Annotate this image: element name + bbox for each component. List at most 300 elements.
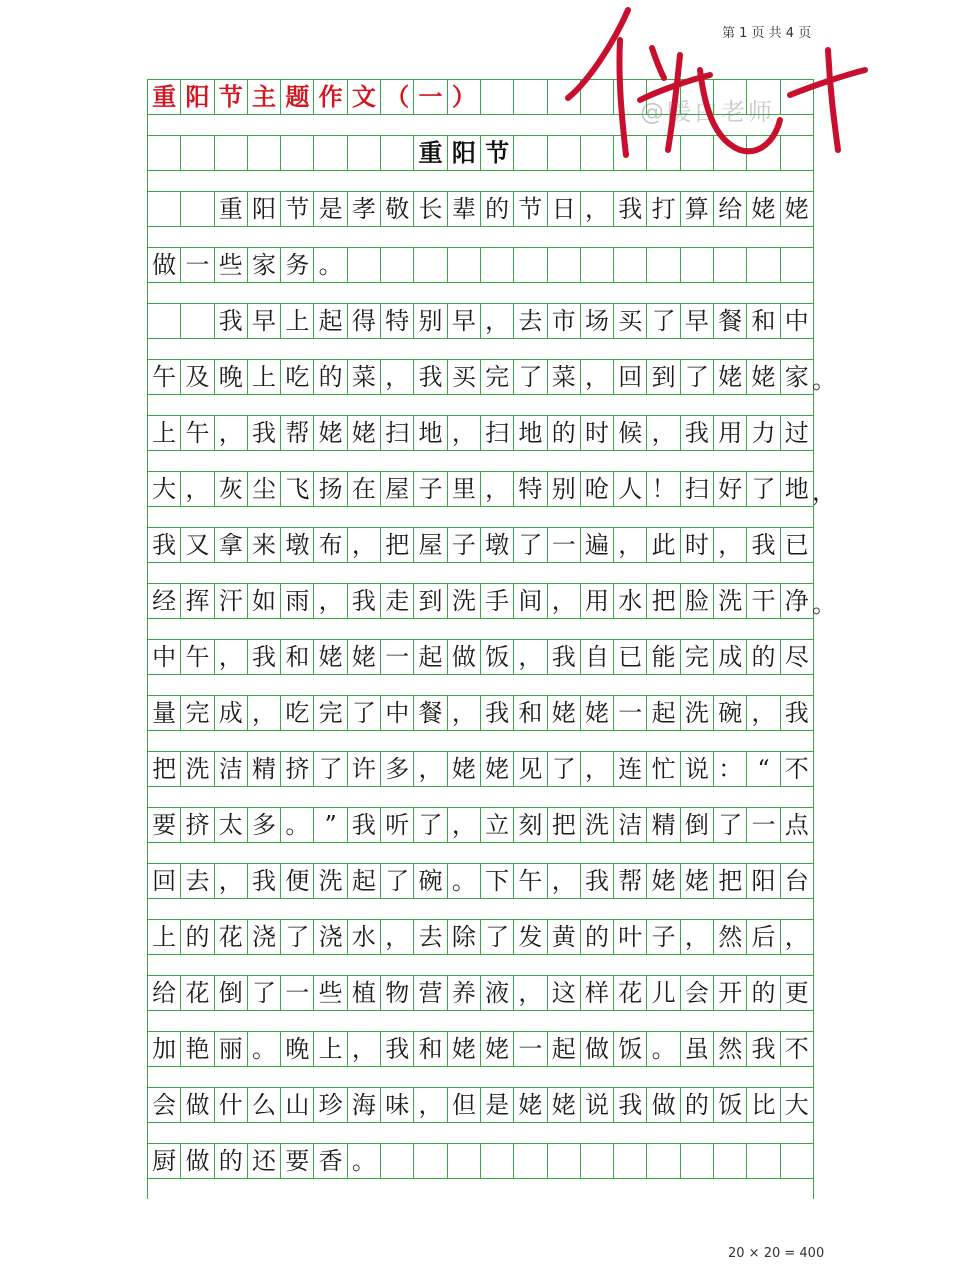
grid-cell: 节 <box>481 136 514 170</box>
grid-cell: 姥 <box>747 192 780 226</box>
grid-cell: 又 <box>181 528 214 562</box>
grid-cell <box>181 304 214 338</box>
grid-cell: 把 <box>548 808 581 842</box>
grid-cell: 山 <box>281 1088 314 1122</box>
grid-cell: 了 <box>747 472 780 506</box>
grid-cell: 台 <box>781 864 814 898</box>
grid-cell: ， <box>647 416 680 450</box>
grid-cell: 场 <box>581 304 614 338</box>
grid-cell: 买 <box>448 360 481 394</box>
grid-cell <box>348 248 381 282</box>
grid-cell: ， <box>614 528 647 562</box>
grid-cell: 特 <box>381 304 414 338</box>
grid-cell: 家 <box>248 248 281 282</box>
grid-cell: 把 <box>647 584 680 618</box>
grid-cell: 早 <box>681 304 714 338</box>
grid-cell: 把 <box>714 864 747 898</box>
grid-cell: 刻 <box>514 808 547 842</box>
grid-cell <box>514 248 547 282</box>
row-gap <box>147 171 814 191</box>
grid-cell: 姥 <box>581 696 614 730</box>
grid-cell: 挤 <box>281 752 314 786</box>
grid-cell: 了 <box>647 304 680 338</box>
text-row <box>147 1143 814 1179</box>
grid-cell <box>348 136 381 170</box>
grid-cell: ， <box>781 920 814 954</box>
grid-cell: 间 <box>514 584 547 618</box>
grid-cell: 我 <box>381 1032 414 1066</box>
grid-cell: 阳 <box>747 864 780 898</box>
grid-cell: 姥 <box>448 752 481 786</box>
grid-cell: ， <box>414 752 447 786</box>
grid-cell <box>681 1144 714 1178</box>
grid-cell: 味 <box>381 1088 414 1122</box>
grid-cell: 这 <box>548 976 581 1010</box>
grid-cell: 算 <box>681 192 714 226</box>
grid-cell: 自 <box>581 640 614 674</box>
grid-cell: 大 <box>781 1088 814 1122</box>
grid-cell: 液 <box>481 976 514 1010</box>
grid-cell: 姥 <box>481 752 514 786</box>
grid-cell <box>448 1144 481 1178</box>
grade-mark-handwritten <box>560 0 880 170</box>
row-gap <box>147 1179 814 1199</box>
grid-cell: 了 <box>281 920 314 954</box>
grid-cell: 晚 <box>215 360 248 394</box>
grid-cell: 到 <box>414 584 447 618</box>
row-gap <box>147 1067 814 1087</box>
grid-cell: 倒 <box>681 808 714 842</box>
grid-cell: 艳 <box>181 1032 214 1066</box>
grid-cell: ： <box>714 752 747 786</box>
grid-cell: 要 <box>281 1144 314 1178</box>
grid-cell: 水 <box>614 584 647 618</box>
grid-cell: 时 <box>581 416 614 450</box>
grid-cell: ， <box>215 864 248 898</box>
grid-cell: 和 <box>514 696 547 730</box>
grid-cell: 净 <box>781 584 814 618</box>
grid-cell: 到 <box>647 360 680 394</box>
grid-cell: 后 <box>747 920 780 954</box>
grid-cell: 我 <box>348 808 381 842</box>
grid-cell: 重 <box>215 192 248 226</box>
grid-cell: 开 <box>714 976 747 1010</box>
grid-cell: 阳 <box>248 192 281 226</box>
grid-cell: 说 <box>681 752 714 786</box>
grid-cell: 文 <box>348 80 381 114</box>
grid-cell: 及 <box>181 360 214 394</box>
grid-cell: 我 <box>681 416 714 450</box>
grid-cell: 中 <box>781 304 814 338</box>
grid-cell: 如 <box>248 584 281 618</box>
grid-cell <box>747 248 780 282</box>
grid-cell: 见 <box>514 752 547 786</box>
grid-cell: 做 <box>581 1032 614 1066</box>
grid-cell: 是 <box>481 1088 514 1122</box>
grid-cell: 姥 <box>548 1088 581 1122</box>
grid-cell: 香 <box>314 1144 347 1178</box>
grid-cell: 。 <box>281 808 314 842</box>
text-row <box>147 359 836 395</box>
grid-cell: 虽 <box>681 1032 714 1066</box>
grid-cell: 孝 <box>348 192 381 226</box>
grid-cell: 节 <box>281 192 314 226</box>
grid-cell: 走 <box>381 584 414 618</box>
row-gap <box>147 1123 814 1143</box>
grid-cell: 我 <box>215 304 248 338</box>
grid-cell: 样 <box>581 976 614 1010</box>
grid-cell: 汗 <box>215 584 248 618</box>
grid-cell: 题 <box>281 80 314 114</box>
grid-cell: 菜 <box>348 360 381 394</box>
grid-cell: 脸 <box>681 584 714 618</box>
grid-cell: 干 <box>747 584 780 618</box>
grid-cell: ， <box>348 528 381 562</box>
grid-cell: 姥 <box>781 192 814 226</box>
grid-cell: 把 <box>381 528 414 562</box>
grid-cell <box>248 136 281 170</box>
grid-cell: 饭 <box>714 1088 747 1122</box>
grid-cell: 我 <box>581 864 614 898</box>
grid-cell: 我 <box>248 640 281 674</box>
grid-cell: 灰 <box>215 472 248 506</box>
grid-cell: 连 <box>614 752 647 786</box>
grid-cell: 精 <box>248 752 281 786</box>
grid-cell: 些 <box>215 248 248 282</box>
text-row <box>147 807 814 843</box>
grid-cell: 帮 <box>281 416 314 450</box>
grid-cell: 物 <box>381 976 414 1010</box>
grid-cell: 什 <box>215 1088 248 1122</box>
grid-cell: 量 <box>148 696 181 730</box>
row-gap <box>147 899 814 919</box>
grid-cell: 太 <box>215 808 248 842</box>
grid-cell: 手 <box>481 584 514 618</box>
grid-cell: 得 <box>348 304 381 338</box>
overflow-punctuation: 。 <box>812 589 836 618</box>
grid-cell: ， <box>381 920 414 954</box>
grid-cell: 别 <box>548 472 581 506</box>
grid-cell: ， <box>481 304 514 338</box>
grid-cell: 午 <box>514 864 547 898</box>
grid-cell: 花 <box>215 920 248 954</box>
grid-cell: 一 <box>548 528 581 562</box>
grid-cell: 我 <box>348 584 381 618</box>
grid-cell: 菜 <box>548 360 581 394</box>
grid-cell: ， <box>481 472 514 506</box>
grid-cell: 。 <box>448 864 481 898</box>
grid-cell: 作 <box>314 80 347 114</box>
grid-cell: 我 <box>747 528 780 562</box>
grid-cell: 阳 <box>181 80 214 114</box>
grid-cell: 一 <box>747 808 780 842</box>
grid-cell: 立 <box>481 808 514 842</box>
grid-cell: 给 <box>148 976 181 1010</box>
grid-cell: 姥 <box>647 864 680 898</box>
grid-cell: 能 <box>647 640 680 674</box>
grid-cell: 。 <box>647 1032 680 1066</box>
grid-cell: 洗 <box>581 808 614 842</box>
grid-cell: 会 <box>148 1088 181 1122</box>
row-gap <box>147 451 814 471</box>
grid-cell: ， <box>714 528 747 562</box>
row-gap <box>147 787 814 807</box>
grid-cell: 加 <box>148 1032 181 1066</box>
grid-cell: 来 <box>248 528 281 562</box>
row-gap <box>147 955 814 975</box>
grid-cell: 然 <box>714 1032 747 1066</box>
row-gap <box>147 731 814 751</box>
grid-cell: 姥 <box>314 640 347 674</box>
grid-cell: 些 <box>314 976 347 1010</box>
grid-cell: 洗 <box>314 864 347 898</box>
text-row <box>147 863 814 899</box>
grid-cell: 拿 <box>215 528 248 562</box>
grid-cell: 扫 <box>681 472 714 506</box>
grid-cell: 和 <box>747 304 780 338</box>
grid-cell: 遍 <box>581 528 614 562</box>
grid-cell: 姥 <box>747 360 780 394</box>
grid-cell: 上 <box>314 1032 347 1066</box>
row-gap <box>147 339 814 359</box>
grid-cell: 上 <box>148 416 181 450</box>
grid-cell: ！ <box>647 472 680 506</box>
grid-cell: 屋 <box>414 528 447 562</box>
grid-cell: 的 <box>314 360 347 394</box>
grid-cell <box>281 136 314 170</box>
grid-cell: 经 <box>148 584 181 618</box>
grid-cell: 的 <box>481 192 514 226</box>
grid-cell: ， <box>581 752 614 786</box>
grid-cell: 我 <box>781 696 814 730</box>
grid-cell: ， <box>448 416 481 450</box>
grid-cell: 日 <box>548 192 581 226</box>
grid-cell: 做 <box>647 1088 680 1122</box>
grid-cell: 姥 <box>548 696 581 730</box>
grid-cell: 的 <box>581 920 614 954</box>
grid-cell: 我 <box>148 528 181 562</box>
grid-cell: 大 <box>148 472 181 506</box>
grid-cell: 午 <box>181 416 214 450</box>
grid-cell: 特 <box>514 472 547 506</box>
grid-cell: 珍 <box>314 1088 347 1122</box>
grid-cell: 儿 <box>647 976 680 1010</box>
watermark: @暖白老师 <box>640 98 775 126</box>
grid-cell: 了 <box>514 360 547 394</box>
grid-cell: 会 <box>681 976 714 1010</box>
grid-cell: 然 <box>714 920 747 954</box>
text-row <box>147 639 814 675</box>
grid-cell: 吃 <box>281 696 314 730</box>
grid-cell: 多 <box>248 808 281 842</box>
grid-cell: ， <box>448 808 481 842</box>
grid-cell: 营 <box>414 976 447 1010</box>
grid-cell: 是 <box>314 192 347 226</box>
grid-cell: 养 <box>448 976 481 1010</box>
grid-cell: （ <box>381 80 414 114</box>
text-row <box>147 415 814 451</box>
grid-cell: 屋 <box>381 472 414 506</box>
grid-cell: 吃 <box>281 360 314 394</box>
text-row <box>147 191 814 227</box>
grid-cell: 洗 <box>714 584 747 618</box>
grid-cell: 中 <box>148 640 181 674</box>
grid-cell: ， <box>381 360 414 394</box>
grid-cell: 和 <box>414 1032 447 1066</box>
grid-cell: 挥 <box>181 584 214 618</box>
grid-cell: 回 <box>614 360 647 394</box>
word-count: 20 × 20 = 400 <box>728 1246 825 1261</box>
grid-cell: 不 <box>781 752 814 786</box>
grid-cell: 的 <box>747 976 780 1010</box>
grid-cell: 成 <box>215 696 248 730</box>
grid-cell: 的 <box>681 1088 714 1122</box>
grid-cell <box>548 248 581 282</box>
grid-cell: ， <box>581 192 614 226</box>
grid-cell: 我 <box>414 360 447 394</box>
grid-cell: 我 <box>248 864 281 898</box>
grid-cell: 墩 <box>281 528 314 562</box>
grid-cell: 植 <box>348 976 381 1010</box>
grid-cell: 别 <box>414 304 447 338</box>
grid-cell: 的 <box>548 416 581 450</box>
grid-cell <box>647 1144 680 1178</box>
grid-cell: 了 <box>481 920 514 954</box>
grid-cell <box>514 136 547 170</box>
grid-cell: 敬 <box>381 192 414 226</box>
grid-cell: 餐 <box>714 304 747 338</box>
grid-cell: ， <box>681 920 714 954</box>
text-row <box>147 303 814 339</box>
grid-cell: 水 <box>348 920 381 954</box>
grid-cell <box>581 248 614 282</box>
grid-cell: 子 <box>414 472 447 506</box>
grid-cell: 一 <box>181 248 214 282</box>
grid-cell: 去 <box>181 864 214 898</box>
grid-cell <box>714 1144 747 1178</box>
grid-cell: 洁 <box>215 752 248 786</box>
grid-cell: 但 <box>448 1088 481 1122</box>
grid-cell: 帮 <box>614 864 647 898</box>
grid-cell: 比 <box>747 1088 780 1122</box>
grid-cell: 。 <box>248 1032 281 1066</box>
grid-cell: 地 <box>414 416 447 450</box>
grid-cell <box>614 248 647 282</box>
grid-cell <box>181 192 214 226</box>
grid-cell: 节 <box>215 80 248 114</box>
text-row <box>147 919 814 955</box>
grid-cell: 。 <box>314 248 347 282</box>
grid-cell: 姥 <box>314 416 347 450</box>
grid-cell <box>381 1144 414 1178</box>
grid-cell <box>215 136 248 170</box>
grid-cell: 和 <box>281 640 314 674</box>
grid-cell: 子 <box>647 920 680 954</box>
grid-cell: ， <box>215 416 248 450</box>
text-row <box>147 975 814 1011</box>
grid-cell: 人 <box>614 472 647 506</box>
grid-cell: 阳 <box>448 136 481 170</box>
grid-cell: ， <box>348 1032 381 1066</box>
grid-cell: 尘 <box>248 472 281 506</box>
grid-cell: 已 <box>781 528 814 562</box>
grid-cell: ， <box>414 1088 447 1122</box>
grid-cell: 买 <box>614 304 647 338</box>
grid-cell: 我 <box>248 416 281 450</box>
grid-cell: 上 <box>248 360 281 394</box>
grid-cell: 用 <box>714 416 747 450</box>
grid-cell: 精 <box>647 808 680 842</box>
grid-cell: 姥 <box>348 416 381 450</box>
grid-cell <box>514 1144 547 1178</box>
grid-cell: 姥 <box>481 1032 514 1066</box>
row-gap <box>147 563 814 583</box>
row-gap <box>147 227 814 247</box>
grid-cell: 叶 <box>614 920 647 954</box>
grid-cell: 扫 <box>481 416 514 450</box>
grid-cell: 我 <box>614 1088 647 1122</box>
grid-cell: 上 <box>281 304 314 338</box>
text-row <box>147 471 836 507</box>
grid-cell: 下 <box>481 864 514 898</box>
grid-cell: 做 <box>148 248 181 282</box>
grid-cell: 已 <box>614 640 647 674</box>
grid-cell: 晚 <box>281 1032 314 1066</box>
grid-cell: ， <box>548 864 581 898</box>
grid-cell: 家 <box>781 360 814 394</box>
grid-cell: 好 <box>714 472 747 506</box>
grid-cell: 海 <box>348 1088 381 1122</box>
grid-cell: 早 <box>448 304 481 338</box>
grid-cell: 做 <box>448 640 481 674</box>
grid-cell: 碗 <box>714 696 747 730</box>
grid-cell: 说 <box>581 1088 614 1122</box>
grid-cell <box>747 1144 780 1178</box>
grid-cell <box>381 136 414 170</box>
grid-cell: 不 <box>781 1032 814 1066</box>
grid-cell <box>548 1144 581 1178</box>
grid-cell: 在 <box>348 472 381 506</box>
grid-cell: 起 <box>348 864 381 898</box>
grid-cell <box>481 248 514 282</box>
grid-cell: 的 <box>215 1144 248 1178</box>
grid-cell: 我 <box>548 640 581 674</box>
overflow-punctuation: ， <box>812 477 836 506</box>
grid-cell: 飞 <box>281 472 314 506</box>
grid-cell: ， <box>581 360 614 394</box>
grid-cell: 了 <box>548 752 581 786</box>
grid-cell: ， <box>548 584 581 618</box>
grid-cell: 多 <box>381 752 414 786</box>
grid-cell: 市 <box>548 304 581 338</box>
text-row <box>147 583 836 619</box>
grid-cell: ） <box>448 80 481 114</box>
grid-cell: 把 <box>148 752 181 786</box>
grid-cell: 早 <box>248 304 281 338</box>
text-row <box>147 1087 814 1123</box>
grid-cell: 点 <box>781 808 814 842</box>
grid-cell <box>581 1144 614 1178</box>
grid-cell <box>148 304 181 338</box>
grid-cell: 回 <box>148 864 181 898</box>
grid-cell: 打 <box>647 192 680 226</box>
grid-cell: 扫 <box>381 416 414 450</box>
grid-cell: 一 <box>514 1032 547 1066</box>
grid-cell: 过 <box>781 416 814 450</box>
grid-cell: 辈 <box>448 192 481 226</box>
grid-cell: 长 <box>414 192 447 226</box>
grid-cell: 起 <box>647 696 680 730</box>
